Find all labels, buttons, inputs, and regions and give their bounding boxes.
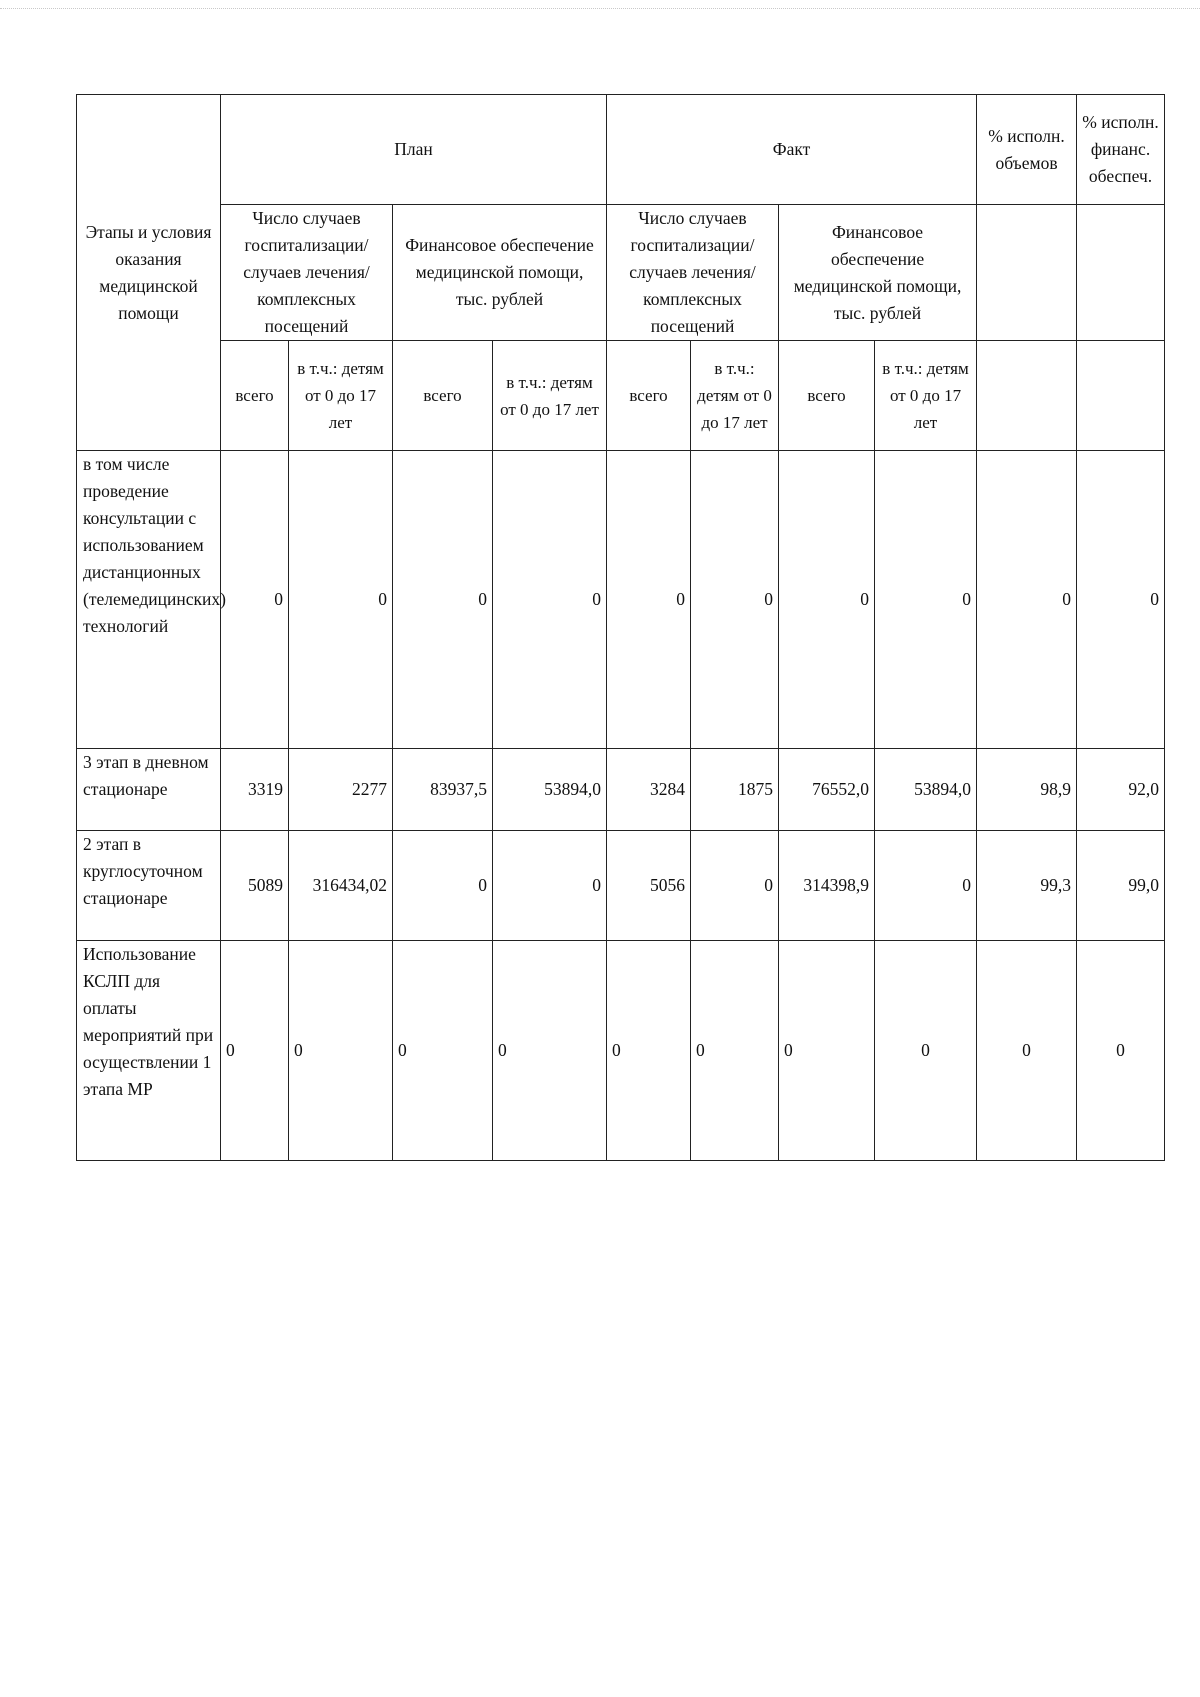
- table-cell: 0: [607, 941, 691, 1161]
- table-cell: 0: [875, 451, 977, 749]
- sub-header: в т.ч.: детям от 0 до 17 лет: [691, 341, 779, 451]
- sub-header: всего: [779, 341, 875, 451]
- table-cell: 0: [1077, 451, 1165, 749]
- table-cell: 53894,0: [493, 749, 607, 831]
- plan-finance-header: Финансовое обеспечение медицинской помощи, тыс. рублей: [393, 205, 607, 341]
- table-cell: 0: [691, 941, 779, 1161]
- header-row-sub: [77, 341, 1165, 451]
- table-cell: 53894,0: [875, 749, 977, 831]
- header-row-top: [77, 95, 1165, 205]
- table-cell: 0: [875, 941, 977, 1161]
- table-cell: 0: [393, 831, 493, 941]
- sub-header: всего: [221, 341, 289, 451]
- stage-header: Этапы и условия оказания медицинской помощи: [77, 95, 221, 451]
- empty-header-cell: [1077, 205, 1165, 341]
- table-cell: 0: [691, 451, 779, 749]
- sub-header: всего: [607, 341, 691, 451]
- pct-volume-header: % исполн. объемов: [977, 95, 1077, 205]
- table-cell: 5089: [221, 831, 289, 941]
- header-row-groups: [77, 205, 1165, 341]
- table-row: [77, 941, 1165, 1161]
- sub-header: всего: [393, 341, 493, 451]
- row-label: Использование КСЛП для оплаты мероприятий при осуществлении 1 этапа МР: [77, 941, 221, 1161]
- empty-header-cell: [977, 341, 1077, 451]
- table-cell: 0: [977, 941, 1077, 1161]
- scan-edge-line: [0, 8, 1200, 9]
- table-cell: 0: [221, 941, 289, 1161]
- report-table: [76, 94, 1165, 1161]
- table-cell: 0: [1077, 941, 1165, 1161]
- table-cell: 99,0: [1077, 831, 1165, 941]
- table-cell: 0: [875, 831, 977, 941]
- table-cell: 0: [289, 941, 393, 1161]
- table-row: [77, 451, 1165, 749]
- table-row: [77, 749, 1165, 831]
- empty-header-cell: [1077, 341, 1165, 451]
- table-cell: 0: [779, 941, 875, 1161]
- plan-header: План: [221, 95, 607, 205]
- plan-cases-header: Число случаев госпитализации/ случаев лечения/ комплексных посещений: [221, 205, 393, 341]
- table-cell: 98,9: [977, 749, 1077, 831]
- table-cell: 0: [779, 451, 875, 749]
- table-cell: 76552,0: [779, 749, 875, 831]
- table-cell: 3284: [607, 749, 691, 831]
- row-label: 2 этап в круглосуточном стационаре: [77, 831, 221, 941]
- table-cell: 5056: [607, 831, 691, 941]
- table-row: [77, 831, 1165, 941]
- row-label: в том числе проведение консультации с использованием дистанционных (телемедицинских) технологий: [77, 451, 221, 749]
- sub-header: в т.ч.: детям от 0 до 17 лет: [289, 341, 393, 451]
- table-cell: 2277: [289, 749, 393, 831]
- table-cell: 314398,9: [779, 831, 875, 941]
- pct-finance-header: % исполн. финанс. обеспеч.: [1077, 95, 1165, 205]
- table-cell: 0: [493, 451, 607, 749]
- table-cell: 0: [493, 941, 607, 1161]
- table-cell: 0: [493, 831, 607, 941]
- table-cell: 99,3: [977, 831, 1077, 941]
- table-cell: 0: [607, 451, 691, 749]
- sub-header: в т.ч.: детям от 0 до 17 лет: [875, 341, 977, 451]
- table-cell: 92,0: [1077, 749, 1165, 831]
- table-cell: 0: [289, 451, 393, 749]
- table-cell: 0: [221, 451, 289, 749]
- table-cell: 0: [393, 451, 493, 749]
- fact-cases-header: Число случаев госпитализации/ случаев лечения/ комплексных посещений: [607, 205, 779, 341]
- table-cell: 0: [691, 831, 779, 941]
- fact-finance-header: Финансовое обеспечение медицинской помощи, тыс. рублей: [779, 205, 977, 341]
- empty-header-cell: [977, 205, 1077, 341]
- fact-header: Факт: [607, 95, 977, 205]
- table-cell: 1875: [691, 749, 779, 831]
- table-cell: 0: [977, 451, 1077, 749]
- row-label: 3 этап в дневном стационаре: [77, 749, 221, 831]
- table-cell: 316434,02: [289, 831, 393, 941]
- table-cell: 83937,5: [393, 749, 493, 831]
- table-cell: 0: [393, 941, 493, 1161]
- sub-header: в т.ч.: детям от 0 до 17 лет: [493, 341, 607, 451]
- table-cell: 3319: [221, 749, 289, 831]
